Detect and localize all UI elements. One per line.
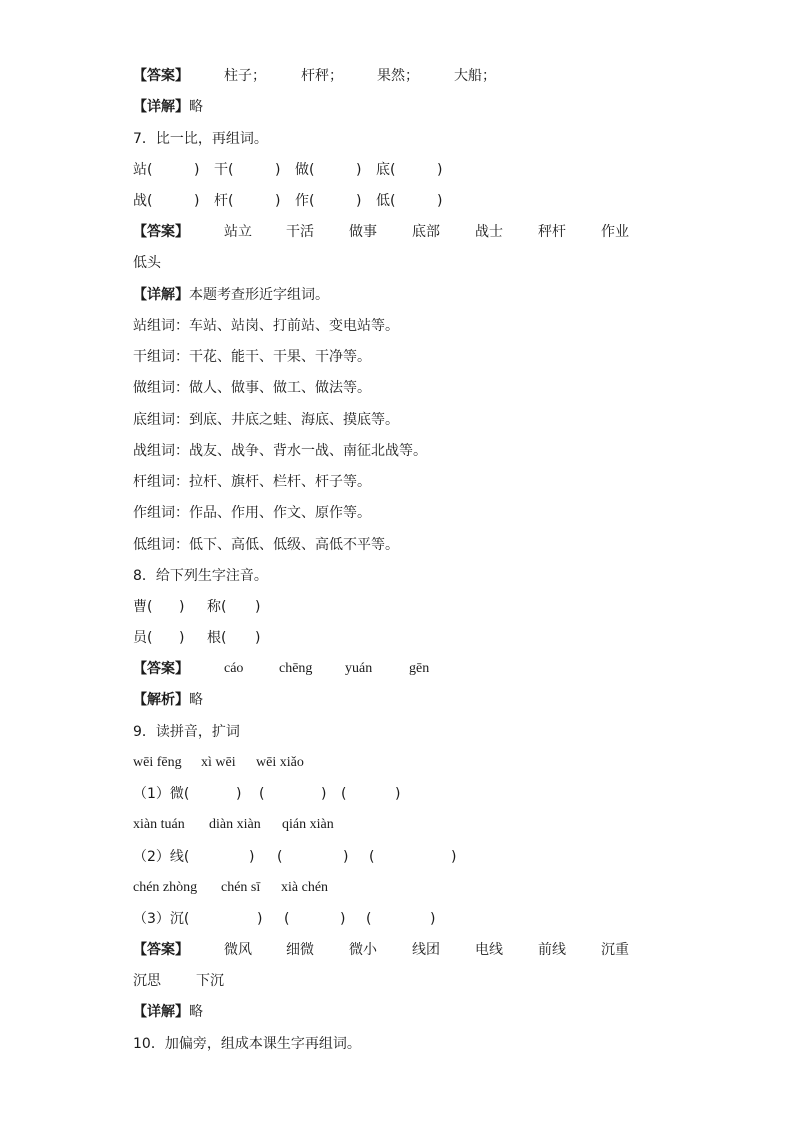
answer-label: 【答案】: [133, 661, 189, 677]
char-blank: 员(: [133, 630, 153, 646]
char-blank: 曹(: [133, 599, 153, 615]
pinyin: chén sī: [221, 880, 261, 895]
blank-close: ): [255, 630, 261, 646]
answer-item: 细微: [286, 942, 314, 958]
char-blank: 干(: [214, 162, 234, 178]
answer-item: 电线: [475, 942, 503, 958]
blank-close: ): [257, 911, 263, 927]
answer-item: 沉重: [601, 942, 629, 958]
detail-text: 本题考查形近字组词。: [189, 287, 329, 303]
blank-close: ): [179, 599, 185, 615]
blank-close: ): [194, 193, 200, 209]
detail-label: 【详解】: [133, 287, 189, 303]
blank-close: ): [430, 911, 436, 927]
detail-text: 略: [189, 1004, 203, 1020]
char-blank: （1）微(: [133, 786, 190, 802]
blank-close: ): [451, 849, 457, 865]
char-blank: 作(: [295, 193, 315, 209]
blank-open: (: [277, 849, 283, 865]
answer-item: cáo: [224, 661, 244, 676]
blank-close: ): [356, 162, 362, 178]
answer-item: 作业: [601, 224, 629, 240]
detail-line: 作组词：作品、作用、作文、原作等。: [133, 505, 371, 521]
answer-label: 【答案】: [133, 224, 189, 240]
answer-item: 做事: [349, 224, 377, 240]
answer-item: 战士: [475, 224, 503, 240]
analysis-label: 【解析】: [133, 692, 189, 708]
blank-open: (: [284, 911, 290, 927]
answer-item: 底部: [412, 224, 440, 240]
question-title: 10．加偏旁，组成本课生字再组词。: [133, 1036, 361, 1052]
answer-item: 前线: [538, 942, 566, 958]
answer-item: 秤杆: [538, 224, 566, 240]
blank-open: (: [341, 786, 347, 802]
blank-close: ): [236, 786, 242, 802]
pinyin: xià chén: [281, 880, 329, 895]
blank-close: ): [275, 162, 281, 178]
answer-item: 下沉: [196, 973, 224, 989]
pinyin: chén zhòng: [133, 880, 198, 895]
char-blank: 站(: [133, 162, 153, 178]
blank-close: ): [249, 849, 255, 865]
answer-item: yuán: [345, 661, 373, 676]
analysis-text: 略: [189, 692, 203, 708]
detail-line: 站组词：车站、站岗、打前站、变电站等。: [133, 318, 399, 334]
answer-item: chēng: [279, 661, 313, 676]
char-blank: 底(: [376, 162, 396, 178]
answer-item: 低头: [133, 255, 161, 271]
blank-close: ): [343, 849, 349, 865]
char-blank: （2）线(: [133, 849, 190, 865]
blank-close: ): [395, 786, 401, 802]
detail-text: 略: [189, 99, 203, 115]
pinyin: qián xiàn: [282, 817, 334, 832]
char-blank: 做(: [295, 162, 315, 178]
detail-line: 低组词：低下、高低、低级、高低不平等。: [133, 537, 399, 553]
detail-line: 战组词：战友、战争、背水一战、南征北战等。: [133, 443, 427, 459]
answer-label: 【答案】: [133, 68, 189, 84]
answer-label: 【答案】: [133, 942, 189, 958]
blank-close: ): [321, 786, 327, 802]
blank-close: ): [194, 162, 200, 178]
blank-close: ): [255, 599, 261, 615]
pinyin: xiàn tuán: [133, 817, 185, 832]
answer-item: 站立: [224, 224, 252, 240]
answer-item: 果然；: [377, 68, 419, 84]
blank-close: ): [340, 911, 346, 927]
answer-item: gēn: [409, 661, 430, 676]
question-title: 8．给下列生字注音。: [133, 568, 268, 584]
pinyin: wēi fēng: [133, 755, 182, 770]
answer-item: 杆秤；: [301, 68, 343, 84]
detail-line: 做组词：做人、做事、做工、做法等。: [133, 380, 371, 396]
detail-line: 干组词：干花、能干、干果、干净等。: [133, 349, 371, 365]
blank-close: ): [437, 162, 443, 178]
answer-item: 干活: [286, 224, 314, 240]
blank-open: (: [366, 911, 372, 927]
blank-open: (: [259, 786, 265, 802]
detail-line: 底组词：到底、井底之蛙、海底、摸底等。: [133, 412, 399, 428]
char-blank: 低(: [376, 193, 396, 209]
char-blank: 称(: [207, 599, 227, 615]
pinyin: diàn xiàn: [209, 817, 261, 832]
question-title: 7．比一比，再组词。: [133, 131, 268, 147]
pinyin: xì wēi: [201, 755, 236, 770]
answer-item: 沉思: [133, 973, 161, 989]
char-blank: 杆(: [214, 193, 234, 209]
answer-item: 大船；: [454, 68, 496, 84]
detail-label: 【详解】: [133, 1004, 189, 1020]
char-blank: （3）沉(: [133, 911, 190, 927]
answer-item: 柱子；: [224, 68, 266, 84]
blank-close: ): [437, 193, 443, 209]
blank-open: (: [369, 849, 375, 865]
answer-item: 微风: [224, 942, 252, 958]
answer-item: 微小: [349, 942, 377, 958]
blank-close: ): [356, 193, 362, 209]
pinyin: wēi xiǎo: [256, 755, 304, 770]
detail-label: 【详解】: [133, 99, 189, 115]
question-title: 9．读拼音，扩词: [133, 724, 240, 740]
char-blank: 根(: [207, 630, 227, 646]
answer-item: 线团: [412, 942, 440, 958]
detail-line: 杆组词：拉杆、旗杆、栏杆、杆子等。: [133, 474, 371, 490]
blank-close: ): [179, 630, 185, 646]
blank-close: ): [275, 193, 281, 209]
char-blank: 战(: [133, 193, 153, 209]
